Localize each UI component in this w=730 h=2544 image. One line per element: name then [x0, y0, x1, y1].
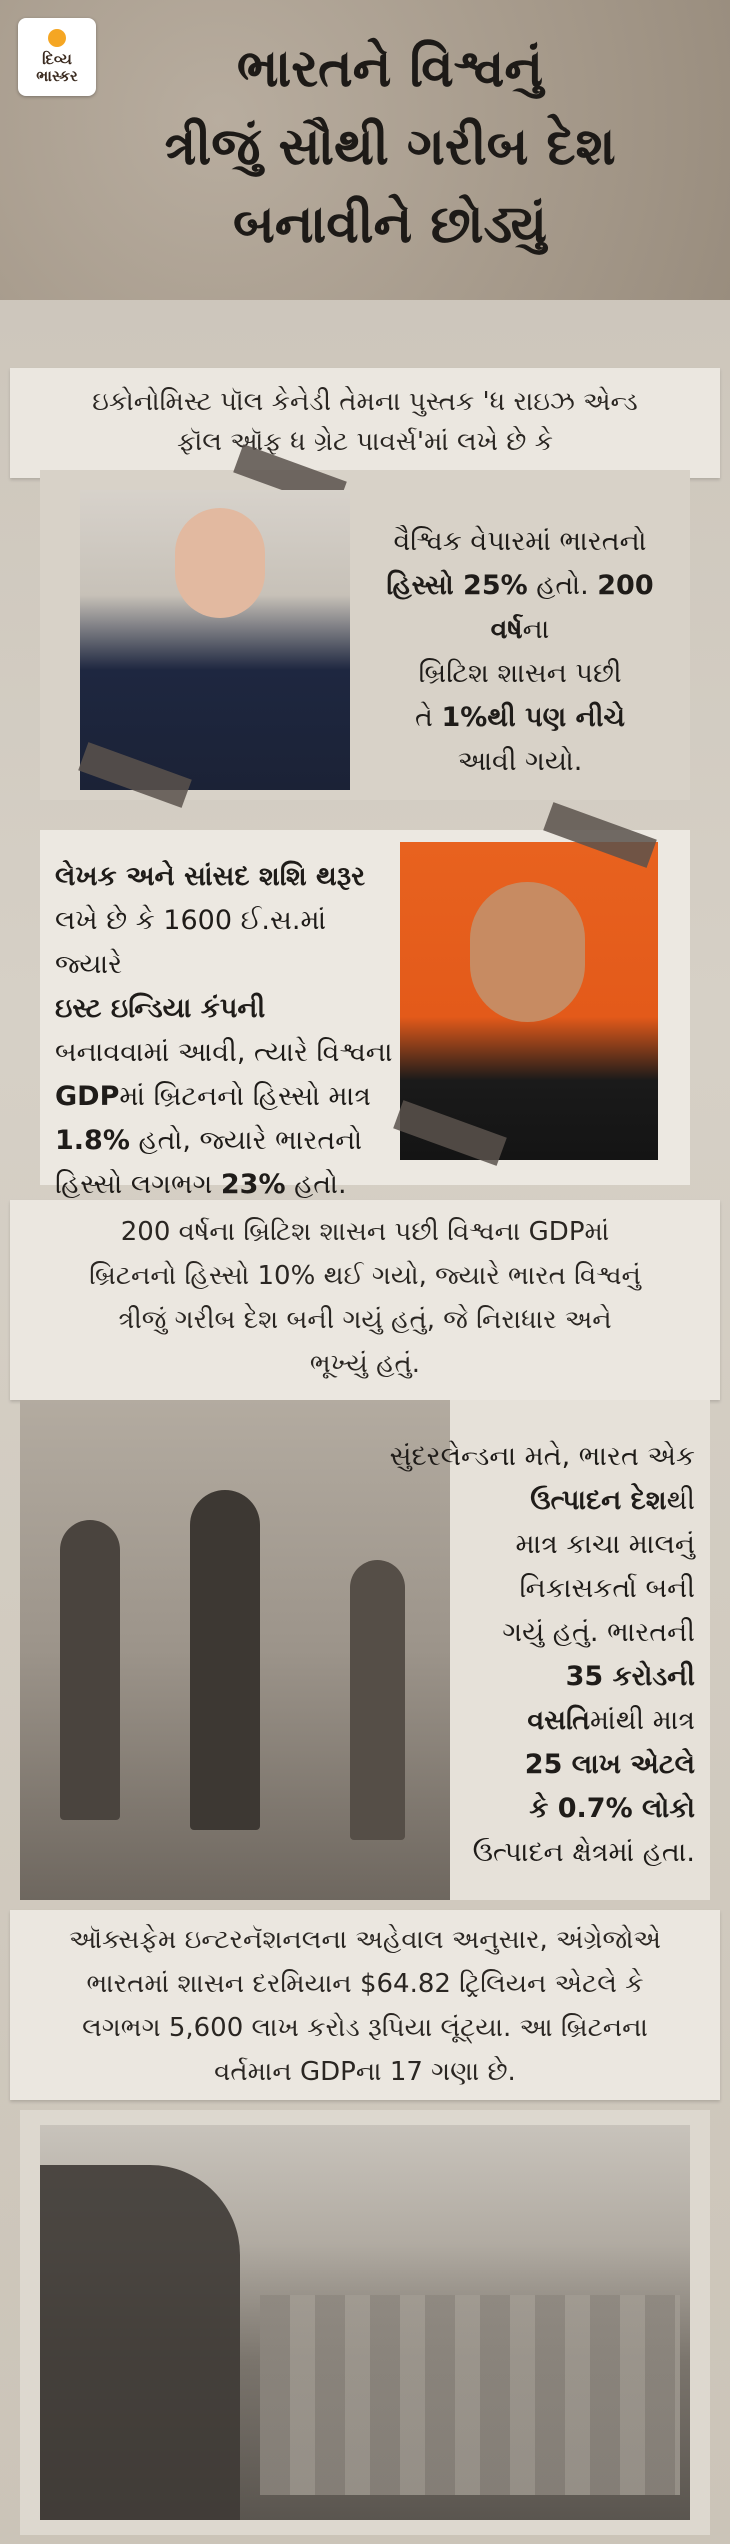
intro-line2: ફૉલ ઑફ ધ ગ્રેટ પાવર્સ'માં લખે છે કે — [177, 427, 553, 457]
kennedy-caption — [360, 520, 680, 784]
logo-sun-icon — [48, 29, 66, 47]
caption-line: ઉત્પાદન દેશથી — [530, 1485, 695, 1516]
intro-strip — [10, 368, 720, 478]
caption-line: બનાવવામાં આવી, ત્યારે વિશ્વના — [55, 1037, 393, 1068]
logo-line1: દિવ્ય — [42, 50, 72, 68]
caption-line: બ્રિટિશ શાસન પછી — [418, 658, 622, 689]
figure-silhouette — [60, 1520, 120, 1820]
intro-text — [10, 368, 720, 462]
caption-line: GDPમાં બ્રિટનનો હિસ્સો માત્ર — [55, 1081, 371, 1112]
gdp-line: ત્રીજું ગરીબ દેશ બની ગયું હતું, જે નિરાધાર અને — [118, 1305, 612, 1335]
figure-silhouette — [190, 1490, 260, 1830]
paul-kennedy-photo — [80, 490, 350, 790]
tent-rows — [260, 2295, 680, 2495]
logo-line2: ભાસ્કર — [36, 67, 78, 85]
gdp-line: 200 વર્ષના બ્રિટિશ શાસન પછી વિશ્વના GDPમાં — [120, 1217, 610, 1247]
figure-silhouette — [40, 2165, 240, 2520]
photo-face-shape — [175, 508, 265, 618]
title-line1: ભારતને વિશ્વનું — [236, 39, 544, 99]
caption-line: 35 કરોડની — [565, 1661, 695, 1692]
caption-line: સુંદરલેન્ડના મતે, ભારત એક — [389, 1441, 695, 1472]
title-line3: બનાવીને છોડ્યું — [233, 195, 547, 255]
caption-line: લેખક અને સાંસદ શશિ થરૂર — [55, 861, 366, 892]
caption-line: તે 1%થી પણ નીચે — [414, 702, 626, 733]
caption-line: હિસ્સો લગભગ 23% હતો. — [55, 1169, 347, 1200]
oxfam-line: લગભગ 5,600 લાખ કરોડ રૂપિયા લૂંટ્યા. આ બ્રિટનના — [82, 2013, 648, 2043]
caption-line: હિસ્સો 25% હતો. 200 વર્ષના — [386, 570, 654, 645]
oxfam-text — [10, 1910, 720, 2094]
oxfam-strip — [10, 1910, 720, 2100]
tharoor-caption — [55, 855, 395, 1207]
gdp-strip — [10, 1200, 720, 1400]
photo-face-shape — [470, 882, 585, 1022]
title-line2: ત્રીજું સૌથી ગરીબ દેશ — [164, 117, 616, 177]
oxfam-line: ભારતમાં શાસન દરમિયાન $64.82 ટ્રિલિયન એટલે કે — [86, 1969, 644, 1999]
caption-line: ઉત્પાદન ક્ષેત્રમાં હતા. — [472, 1837, 695, 1868]
caption-line: ગયું હતું. ભારતની — [502, 1617, 695, 1648]
gdp-line: ભૂખ્યું હતું. — [309, 1349, 421, 1379]
intro-line1: ઇકોનોમિસ્ટ પૉલ કેનેડી તેમના પુસ્તક 'ધ રાઇઝ એન્ડ — [92, 387, 638, 417]
caption-line: ઇસ્ટ ઇન્ડિયા કંપની — [55, 993, 266, 1024]
divya-bhaskar-logo[interactable] — [18, 18, 96, 96]
sunderland-caption — [385, 1435, 695, 1875]
refugee-camp-photo — [40, 2125, 690, 2520]
gdp-line: બ્રિટનનો હિસ્સો 10% થઈ ગયો, જ્યારે ભારત વિશ્વનું — [89, 1261, 641, 1291]
gdp-text — [10, 1200, 720, 1386]
caption-line: માત્ર કાચા માલનું — [515, 1529, 695, 1560]
caption-line: 25 લાખ એટલે — [524, 1749, 695, 1780]
caption-line: આવી ગયો. — [457, 746, 583, 777]
caption-line: 1.8% હતો, જ્યારે ભારતનો — [55, 1125, 363, 1156]
caption-line: લખે છે કે 1600 ઈ.સ.માં જ્યારે — [55, 905, 327, 980]
caption-line: નિકાસકર્તા બની — [519, 1573, 695, 1604]
oxfam-line: ઑક્સફેમ ઇન્ટરનૅશનલના અહેવાલ અનુસાર, અંગ્રેજોએ — [68, 1925, 661, 1955]
caption-line: કે 0.7% લોકો — [529, 1793, 695, 1824]
page-title — [130, 30, 650, 264]
caption-line: વસતિમાંથી માત્ર — [527, 1705, 695, 1736]
caption-line: વૈશ્વિક વેપારમાં ભારતનો — [393, 526, 647, 557]
oxfam-line: વર્તમાન GDPના 17 ગણા છે. — [214, 2057, 516, 2087]
